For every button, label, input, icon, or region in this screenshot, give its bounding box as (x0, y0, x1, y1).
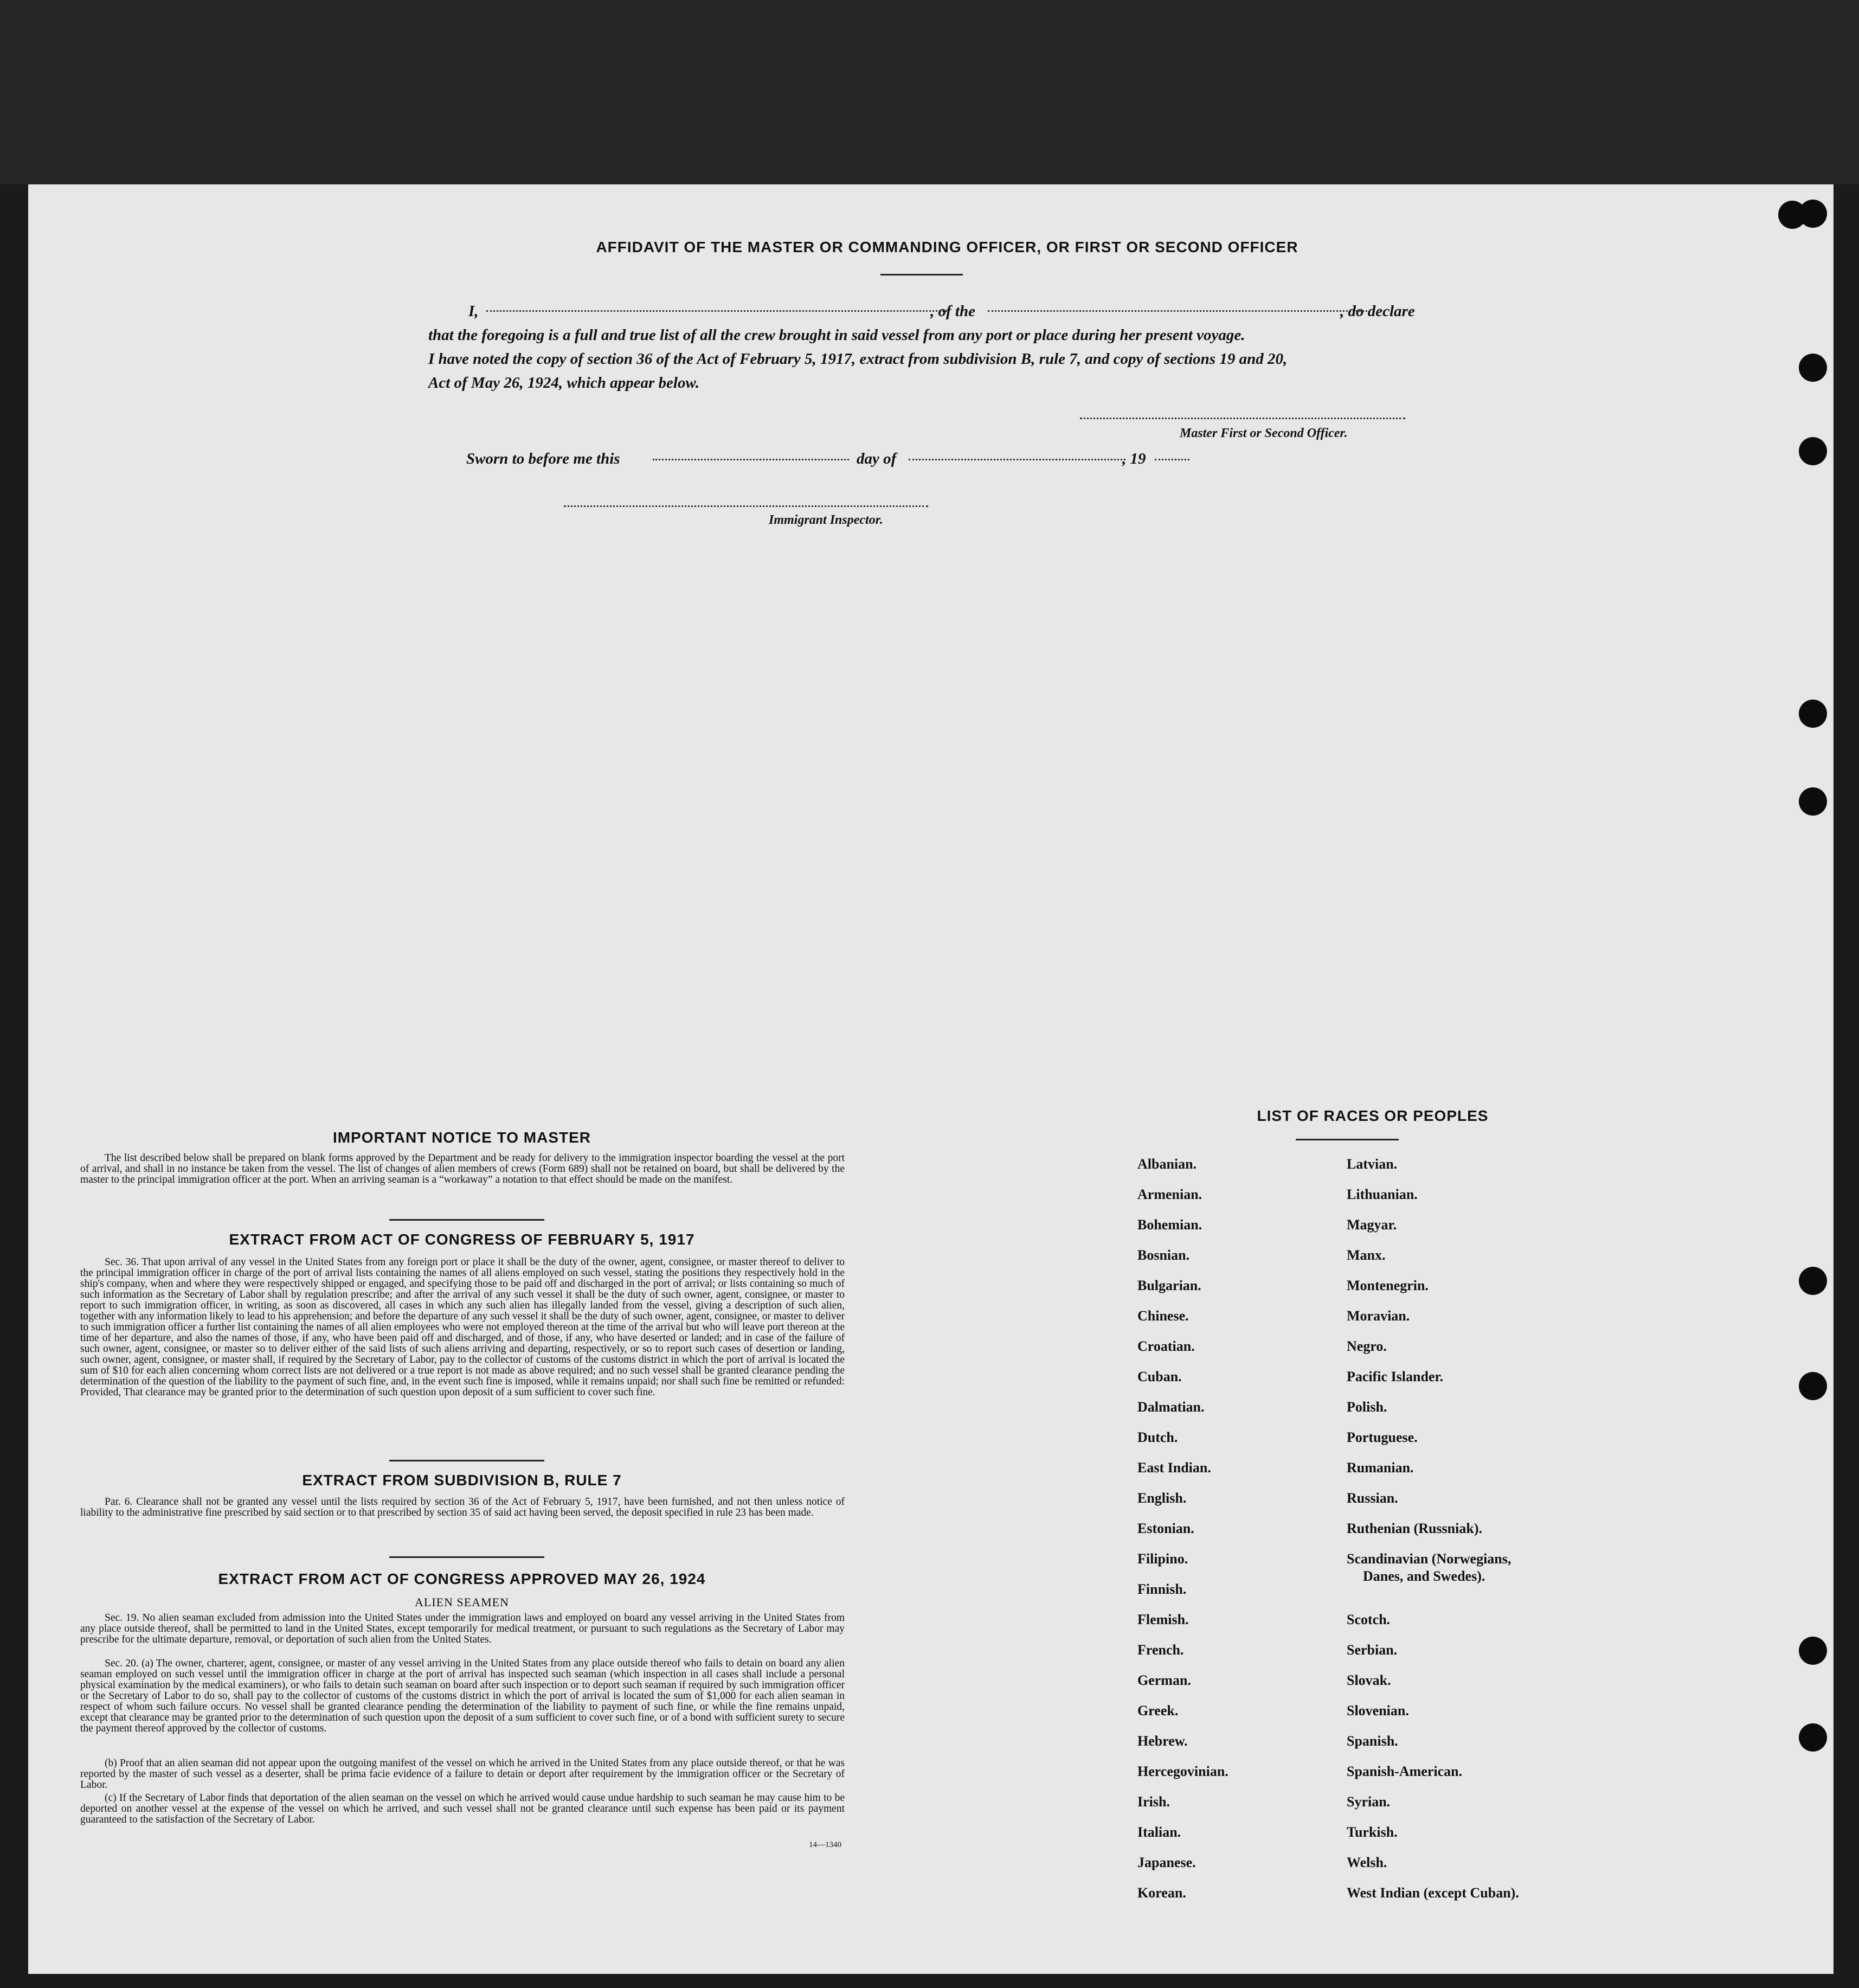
binder-hole (1799, 1723, 1827, 1752)
race-item: Scotch. (1347, 1612, 1391, 1627)
race-item: Filipino. (1137, 1551, 1188, 1567)
affidavit-title-rule (880, 274, 963, 275)
race-item: French. (1137, 1642, 1184, 1658)
extract-1917-title: EXTRACT FROM ACT OF CONGRESS OF FEBRUARY 5, 1917 (229, 1231, 695, 1248)
race-item: Estonian. (1137, 1521, 1194, 1536)
affidavit-of-the: , of the (930, 303, 975, 320)
race-item: Rumanian. (1347, 1460, 1414, 1476)
day-blank (653, 459, 849, 460)
race-item: Welsh. (1347, 1855, 1387, 1870)
race-item: Slovak. (1347, 1672, 1391, 1688)
master-signature-line (1080, 418, 1405, 419)
name-blank (486, 310, 947, 312)
notice-text: The list described below shall be prepared on blank forms approved by the Department and be ready for delivery to the immigration inspector boarding the vessel at the port of arrival, and shall in no instance be taken from the vessel. The list of changes of alien members of crews (Form 689) shall not be retained on board, but shall be delivered by the master to the principal immigration officer at the port. When an arriving seaman is a “workaway” a notation to that effect should be made on the manifest. (80, 1152, 845, 1185)
race-item: Chinese. (1137, 1308, 1189, 1324)
race-item: Danes, and Swedes). (1363, 1568, 1485, 1584)
race-item: East Indian. (1137, 1460, 1211, 1476)
race-item: Magyar. (1347, 1217, 1397, 1233)
race-item: Negro. (1347, 1338, 1387, 1354)
race-item: Finnish. (1137, 1581, 1187, 1597)
race-item: Lithuanian. (1347, 1187, 1418, 1202)
race-item: Bohemian. (1137, 1217, 1202, 1233)
race-item: Scandinavian (Norwegians, (1347, 1551, 1511, 1567)
races-rule (1296, 1139, 1399, 1140)
race-item: West Indian (except Cuban). (1347, 1885, 1519, 1901)
extract-1917-text: Sec. 36. That upon arrival of any vessel in the United States from any foreign port or place it shall be the duty of the owner, agent, consignee, or master thereof to deliver to the principal immigration officer in charge of the port of arrival lists containing the names of all aliens employed on such vessel, stating the positions they respectively hold in the ship's company, when and where they were respectively shipped or engaged, and specifying those to be paid off and discharged in the port of arrival; or lists containing so much of such information as the Secretary of Labor shall by regulation prescribe; and after the arrival of any such vessel it shall be the duty of such owner, agent, consignee, or master to report to such immigration officer, in writing, as soon as discovered, all cases in which any such alien has illegally landed from the vessel, giving a description of such alien, together with any information likely to lead to his apprehension; and before the departure of any such vessel it shall be the duty of such owner, agent, consignee, or master to deliver to such immigration officer a further list containing the names of all alien employees who were not employed thereon at the time of the arrival but who will leave port thereon at the time of her departure, and also the names of those, if any, who have been paid off and discharged, and of those, if any, who have deserted or landed; and in case of the failure of such owner, agent, consignee, or master so to deliver either of the said lists of such aliens arriving and departing, respectively, or so to report such cases of desertion or landing, such owner, agent, consignee, or master shall, if required by the Secretary of Labor, pay to the collector of customs of the customs district in which the port of arrival is located the sum of $10 for each alien concerning whom correct lists are not delivered or a true report is not made as above required; and no such vessel shall be granted clearance pending the determination of the question of the liability to the payment of such fine, and, in the event such fine is imposed, while it remains unpaid; nor shall such fine be remitted or refunded: Provided, That clearance may be granted prior to the determination of such question upon deposit of a sum sufficient to cover such fine. (80, 1256, 845, 1398)
race-item: Polish. (1347, 1399, 1387, 1415)
race-item: Dutch. (1137, 1429, 1178, 1445)
sec20c-text: (c) If the Secretary of Labor finds that deportation of the alien seaman on the vessel on which he arrived would cause undue hardship to such seaman he may cause him to be deported on another vessel at the expense of the vessel on which he arrived, and such vessel shall not be granted clearance until such expense has been paid or its payment guaranteed to the satisfaction of the Secretary of Labor. (80, 1792, 845, 1825)
notice-title: IMPORTANT NOTICE TO MASTER (332, 1129, 591, 1146)
race-item: Portuguese. (1347, 1429, 1418, 1445)
race-item: Syrian. (1347, 1794, 1391, 1810)
race-item: Irish. (1137, 1794, 1170, 1810)
document-page (28, 184, 1834, 1974)
race-item: Hercegovinian. (1137, 1763, 1228, 1779)
race-item: Hebrew. (1137, 1733, 1188, 1749)
binder-hole (1799, 700, 1827, 728)
scan-top-band (0, 0, 1859, 184)
rule7-rule (389, 1556, 544, 1558)
race-item: Serbian. (1347, 1642, 1398, 1658)
affidavit-do-declare: , do declare (1340, 303, 1415, 320)
race-item: Bulgarian. (1137, 1278, 1201, 1293)
vessel-blank (988, 310, 1367, 312)
sec20b-text: (b) Proof that an alien seaman did not appear upon the outgoing manifest of the vessel on which he arrived in the United States from any place outside thereof, or that he was reported by the master of such vessel as a deserter, shall be prima facie evidence of a failure to detain or deport after requirement by the immigration officer or the Secretary of Labor. (80, 1758, 845, 1791)
race-item: Turkish. (1347, 1824, 1398, 1840)
binder-hole (1799, 1637, 1827, 1665)
race-item: Korean. (1137, 1885, 1186, 1901)
sworn-label: Sworn to before me this (466, 450, 620, 467)
race-item: Spanish-American. (1347, 1763, 1463, 1779)
inspector-signature-line (564, 505, 928, 507)
binder-hole (1799, 437, 1827, 465)
race-item: English. (1137, 1490, 1187, 1506)
race-item: Bosnian. (1137, 1247, 1190, 1263)
day-of-label: day of (857, 450, 897, 467)
race-item: Japanese. (1137, 1855, 1196, 1870)
extract-1917-rule (389, 1460, 544, 1461)
sec20a-text: Sec. 20. (a) The owner, charterer, agent, consignee, or master of any vessel arriving in the United States from any place outside thereof who fails to detain on board any alien seaman employed on such vessel until the immigration officer in charge at the port of arrival has inspected such seaman (which inspection in all cases shall include a personal physical examination by the medical examiners), or who fails to detain such seaman on board after such inspection or to deport such seaman if required by such immigration officer or the Secretary of Labor to do so, shall pay to the collector of customs of the customs district in which the port of arrival is located the sum of $1,000 for each alien seaman in respect of whom such failure occurs. No vessel shall be granted clearance pending the determination of the liability to payment of such fine, or while the fine remains unpaid, except that clearance may be granted prior to the determination of such question upon the deposit of a sum sufficient to cover such fine, or of a bond with sufficient surety to secure the payment thereof approved by the collector of customs. (80, 1658, 845, 1734)
race-item: Albanian. (1137, 1156, 1197, 1172)
month-blank (909, 459, 1125, 460)
binder-hole (1799, 354, 1827, 382)
race-item: Slovenian. (1347, 1703, 1409, 1718)
race-item: Flemish. (1137, 1612, 1189, 1627)
race-item: Dalmatian. (1137, 1399, 1205, 1415)
binder-hole (1799, 1267, 1827, 1295)
affidavit-line-4: Act of May 26, 1924, which appear below. (428, 374, 699, 392)
affidavit-line-2: that the foregoing is a full and true list of all the crew brought in said vessel from any port or place during her present voyage. (428, 326, 1245, 344)
binder-hole (1799, 200, 1827, 228)
race-item: Russian. (1347, 1490, 1398, 1506)
affidavit-i-label: I, (468, 303, 479, 320)
races-title: LIST OF RACES OR PEOPLES (1257, 1107, 1489, 1124)
race-item: Spanish. (1347, 1733, 1398, 1749)
binder-hole (1799, 787, 1827, 816)
rule7-title: EXTRACT FROM SUBDIVISION B, RULE 7 (302, 1472, 622, 1489)
race-item: Montenegrin. (1347, 1278, 1429, 1293)
year-blank (1155, 459, 1189, 460)
race-item: Ruthenian (Russniak). (1347, 1521, 1482, 1536)
binder-hole (1799, 1372, 1827, 1400)
affidavit-line-3: I have noted the copy of section 36 of the Act of February 5, 1917, extract from subdivision B, rule 7, and copy of sections 19 and 20, (428, 350, 1288, 368)
year-label: , 19 (1122, 450, 1146, 467)
race-item: Manx. (1347, 1247, 1386, 1263)
race-item: Croatian. (1137, 1338, 1195, 1354)
race-item: Greek. (1137, 1703, 1179, 1718)
extract-1924-title: EXTRACT FROM ACT OF CONGRESS APPROVED MAY 26, 1924 (218, 1570, 706, 1587)
master-signature-label: Master First or Second Officer. (1180, 426, 1348, 440)
rule7-text: Par. 6. Clearance shall not be granted any vessel until the lists required by section 36 of the Act of February 5, 1917, have been furnished, and not then unless notice of liability to the administrative fine prescribed by said section or to that prescribed by section 35 of said act having been served, the deposit specified in rule 23 has been made. (80, 1496, 845, 1518)
notice-rule (389, 1219, 544, 1221)
alien-seamen-subtitle: ALIEN SEAMEN (415, 1595, 509, 1609)
race-item: Pacific Islander. (1347, 1369, 1444, 1384)
sec19-text: Sec. 19. No alien seaman excluded from admission into the United States under the immigration laws and employed on board any vessel arriving in the United States from any place outside thereof, shall be permitted to land in the United States, except temporarily for medical treatment, or pursuant to such regulations as the Secretary of Labor may prescribe for the ultimate departure, removal, or deportation of such alien from the United States. (80, 1612, 845, 1645)
race-item: Latvian. (1347, 1156, 1398, 1172)
race-item: Moravian. (1347, 1308, 1410, 1324)
race-item: Armenian. (1137, 1187, 1202, 1202)
form-number: 14—1340 (809, 1840, 841, 1849)
affidavit-title: AFFIDAVIT OF THE MASTER OR COMMANDING OFFICER, OR FIRST OR SECOND OFFICER (596, 239, 1298, 255)
inspector-signature-label: Immigrant Inspector. (769, 513, 883, 527)
race-item: Cuban. (1137, 1369, 1182, 1384)
race-item: Italian. (1137, 1824, 1181, 1840)
race-item: German. (1137, 1672, 1191, 1688)
